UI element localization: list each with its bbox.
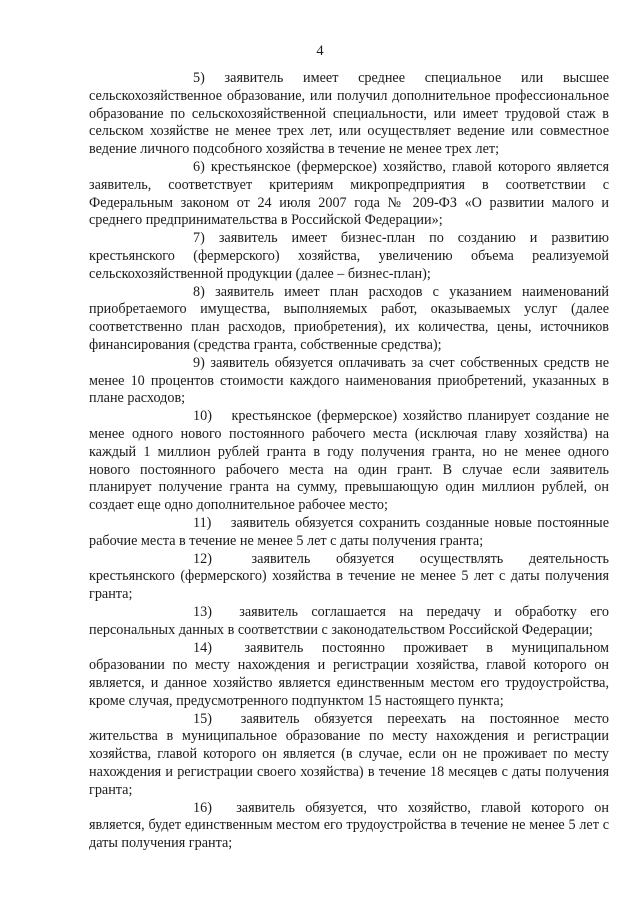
list-item — [89, 711, 609, 800]
page-number: 4 — [316, 43, 324, 59]
item-number: 14) — [193, 639, 212, 656]
item-text: заявитель имеет среднее специальное или высшее сельскохозяйственное образование, или получил дополнительное профессиональное образование по сельскохозяйственной специальности, или имеет трудовой стаж в сельском хозяйстве не менее трех лет, или осуществляет ведение или совместное ведение личного подсобного хозяйства в течение не менее трех лет; — [89, 70, 609, 158]
item-text: заявитель соглашается на передачу и обработку его персональных данных в соответствии с законодательством Российской Федерации; — [89, 603, 609, 638]
list-item — [89, 408, 609, 515]
list-item — [89, 70, 609, 159]
list-item — [89, 230, 609, 283]
item-number: 11) — [193, 514, 212, 531]
item-number: 5) — [193, 70, 205, 86]
item-number: 9) — [193, 354, 205, 371]
item-text: заявитель обязуется, что хозяйство, главой которого он является, будет единственным местом его трудоустройства в течение не менее 5 лет с даты получения гранта; — [89, 799, 609, 852]
item-text: заявитель имеет бизнес-план по созданию и развитию крестьянского (фермерского) хозяйства, увеличению объема реализуемой сельскохозяйственной продукции (далее – бизнес-план); — [89, 230, 610, 282]
item-number: 16) — [193, 799, 212, 816]
item-text: заявитель имеет план расходов с указанием наименований приобретаемого имущества, выполняемых работ, оказываемых услуг (далее соответственно план расходов, приобретения), их количества, цены, источников финансирования (средства гранта, собственные средства); — [89, 283, 609, 353]
list-item — [89, 551, 609, 604]
item-number: 7) — [193, 230, 205, 247]
item-number: 15) — [193, 710, 212, 727]
item-number: 8) — [193, 283, 205, 300]
item-text: заявитель обязуется сохранить созданные новые постоянные рабочие места в течение не менее 5 лет с даты получения гранта; — [89, 514, 610, 549]
list-item — [89, 159, 609, 230]
item-text: заявитель обязуется оплачивать за счет собственных средств не менее 10 процентов стоимости каждого наименования приобретений, указанных в плане расходов; — [89, 354, 609, 407]
item-number: 12) — [193, 550, 212, 567]
item-number: 10) — [193, 408, 212, 425]
list-item — [89, 640, 609, 711]
list-item — [89, 355, 609, 408]
item-number: 6) — [193, 158, 205, 175]
list-item — [89, 800, 609, 853]
item-text: заявитель постоянно проживает в муниципальном образовании по месту нахождения и регистрации хозяйства, главой которого он является, и данное хозяйство является единственным местом его трудоустройства, кроме случая, предусмотренного подпунктом 15 настоящего пункта; — [89, 639, 609, 709]
item-number: 13) — [193, 603, 212, 620]
list-item — [89, 515, 609, 551]
document-body — [89, 70, 609, 853]
list-item — [89, 604, 609, 640]
list-item — [89, 284, 609, 355]
item-text: заявитель обязуется осуществлять деятельность крестьянского (фермерского) хозяйства в течение не менее 5 лет с даты получения гранта; — [89, 550, 609, 603]
item-text: крестьянское (фермерское) хозяйство, главой которого является заявитель, соответствует критериям микропредприятия в соответствии с Федеральным законом от 24 июля 2007 года № 209-ФЗ «О развитии малого и среднего предпринимательства в Российской Федерации»; — [89, 158, 609, 229]
item-text: заявитель обязуется переехать на постоянное место жительства в муниципальное образование по месту нахождения и регистрации хозяйства, главой которого он является (в случае, если он не проживает по месту нахождения и регистрации своего хозяйства) в течение 18 месяцев с даты получения гранта; — [89, 710, 609, 798]
item-text: крестьянское (фермерское) хозяйство планирует создание не менее одного нового постоянного рабочего места (исключая главу хозяйства) на каждый 1 миллион рублей гранта в году получения гранта, но не менее одного нового постоянного рабочего места на один грант. В случае если заявитель планирует получение гранта на сумму, превышающую один миллион рублей, он создает еще одно дополнительное рабочее место; — [89, 408, 609, 514]
